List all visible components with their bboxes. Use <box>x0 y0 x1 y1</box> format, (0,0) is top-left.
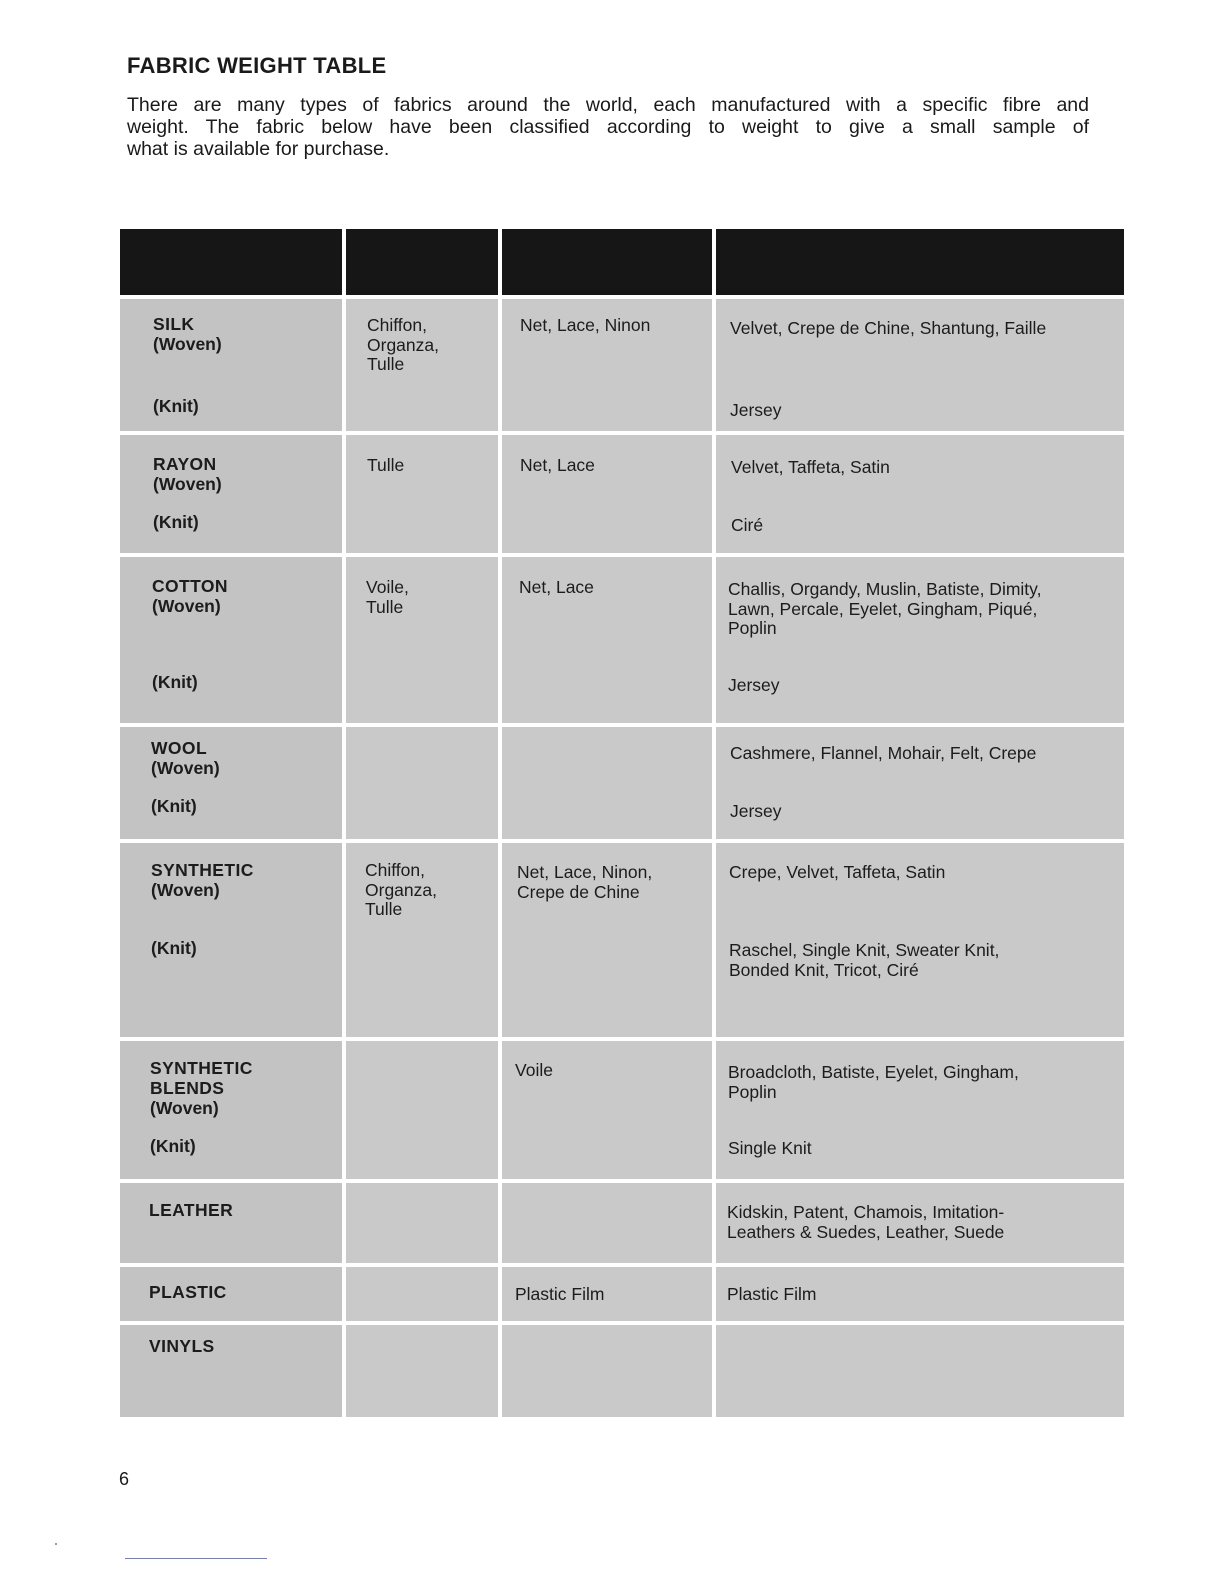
woven-label: (Woven) <box>152 596 221 616</box>
weight-cell-1 <box>346 1267 498 1321</box>
fibre-name: SYNTHETIC BLENDS <box>150 1058 253 1098</box>
weight-cell-2 <box>502 435 712 553</box>
header-cell-weight-2 <box>502 229 712 295</box>
fibre-name: COTTON <box>152 576 228 596</box>
fibre-cell <box>120 299 342 431</box>
table-row-silk <box>120 299 1124 435</box>
weight-cell-1 <box>346 727 498 839</box>
fabric-list: Tulle <box>367 455 405 475</box>
weight-cell-1 <box>346 1183 498 1263</box>
woven-label: (Woven) <box>151 758 220 778</box>
fabric-list: Net, Lace, Ninon <box>520 315 651 335</box>
knit-label: (Knit) <box>153 396 199 416</box>
fabric-list-knit: Raschel, Single Knit, Sweater Knit, Bonded Knit, Tricot, Ciré <box>729 940 1000 980</box>
fabric-list-woven: Velvet, Taffeta, Satin <box>731 457 890 477</box>
fibre-cell <box>120 435 342 553</box>
fabric-list: Voile, Tulle <box>366 577 409 617</box>
fibre-cell <box>120 557 342 723</box>
fibre-cell <box>120 727 342 839</box>
knit-label: (Knit) <box>151 796 197 816</box>
fibre-cell <box>120 1183 342 1263</box>
weight-cell-3 <box>716 727 1124 839</box>
weight-cell-3 <box>716 299 1124 431</box>
intro-line: There are many types of fabrics around the world, each manufactured with a specific fibre and <box>127 94 1089 116</box>
table-row-plastic <box>120 1267 1124 1325</box>
fibre-name: RAYON <box>153 454 217 474</box>
fibre-cell <box>120 1325 342 1417</box>
weight-cell-3 <box>716 1041 1124 1179</box>
woven-label: (Woven) <box>153 334 222 354</box>
knit-label: (Knit) <box>152 672 198 692</box>
footnote-rule <box>125 1558 267 1559</box>
fabric-list: Net, Lace, Ninon, Crepe de Chine <box>517 862 653 902</box>
weight-cell-2 <box>502 727 712 839</box>
fabric-list: Net, Lace <box>519 577 594 597</box>
woven-label: (Woven) <box>153 474 222 494</box>
fabric-list-woven: Cashmere, Flannel, Mohair, Felt, Crepe <box>730 743 1037 763</box>
fabric-list-knit: Single Knit <box>728 1138 812 1158</box>
fabric-list: Chiffon, Organza, Tulle <box>365 860 437 919</box>
header-cell-weight-1 <box>346 229 498 295</box>
weight-cell-2 <box>502 557 712 723</box>
page-number: 6 <box>119 1469 130 1489</box>
woven-label: (Woven) <box>151 880 220 900</box>
fibre-name: LEATHER <box>149 1200 234 1220</box>
knit-label: (Knit) <box>150 1136 196 1156</box>
woven-label: (Woven) <box>150 1098 219 1118</box>
scan-mark <box>55 1543 57 1545</box>
weight-cell-3 <box>716 843 1124 1037</box>
fabric-list-woven: Plastic Film <box>727 1284 817 1304</box>
weight-cell-2 <box>502 1267 712 1321</box>
fabric-list-knit: Ciré <box>731 515 764 535</box>
fabric-weight-table <box>120 229 1124 1421</box>
fibre-cell <box>120 1041 342 1179</box>
fibre-name: SYNTHETIC <box>151 860 254 880</box>
weight-cell-2 <box>502 1325 712 1417</box>
knit-label: (Knit) <box>151 938 197 958</box>
fibre-name: WOOL <box>151 738 208 758</box>
fabric-list: Voile <box>515 1060 553 1080</box>
page-title: FABRIC WEIGHT TABLE <box>127 53 387 78</box>
weight-cell-1 <box>346 435 498 553</box>
table-row-leather <box>120 1183 1124 1267</box>
weight-cell-2 <box>502 1183 712 1263</box>
table-row-rayon <box>120 435 1124 557</box>
intro-line: weight. The fabric below have been classified according to weight to give a small sample of <box>127 116 1089 138</box>
weight-cell-3 <box>716 1325 1124 1417</box>
fibre-cell <box>120 1267 342 1321</box>
table-row-synthetic <box>120 843 1124 1041</box>
fabric-list-knit: Jersey <box>730 801 782 821</box>
fibre-name: SILK <box>153 314 195 334</box>
table-row-synthetic-blends <box>120 1041 1124 1183</box>
fibre-name: PLASTIC <box>149 1282 227 1302</box>
weight-cell-1 <box>346 1041 498 1179</box>
weight-cell-2 <box>502 843 712 1037</box>
fabric-list-woven: Velvet, Crepe de Chine, Shantung, Faille <box>730 318 1047 338</box>
table-header-row <box>120 229 1124 299</box>
table-row-wool <box>120 727 1124 843</box>
weight-cell-1 <box>346 843 498 1037</box>
weight-cell-3 <box>716 557 1124 723</box>
fabric-list-woven: Crepe, Velvet, Taffeta, Satin <box>729 862 946 882</box>
intro-line: what is available for purchase. <box>127 138 390 160</box>
weight-cell-1 <box>346 557 498 723</box>
header-cell-fibre <box>120 229 342 295</box>
weight-cell-1 <box>346 299 498 431</box>
fabric-list-woven: Challis, Organdy, Muslin, Batiste, Dimity, Lawn, Percale, Eyelet, Gingham, Piqué, Poplin <box>728 579 1042 638</box>
fabric-list: Plastic Film <box>515 1284 605 1304</box>
knit-label: (Knit) <box>153 512 199 532</box>
fabric-list: Net, Lace <box>520 455 595 475</box>
fabric-list-knit: Jersey <box>728 675 780 695</box>
fabric-list-woven: Kidskin, Patent, Chamois, Imitation- Leathers & Suedes, Leather, Suede <box>727 1202 1005 1242</box>
weight-cell-3 <box>716 1183 1124 1263</box>
table-row-vinyls <box>120 1325 1124 1421</box>
fabric-list: Chiffon, Organza, Tulle <box>367 315 439 374</box>
weight-cell-3 <box>716 1267 1124 1321</box>
weight-cell-1 <box>346 1325 498 1417</box>
header-cell-weight-3 <box>716 229 1124 295</box>
fibre-name: VINYLS <box>149 1336 215 1356</box>
intro-paragraph <box>127 94 1089 160</box>
weight-cell-3 <box>716 435 1124 553</box>
weight-cell-2 <box>502 1041 712 1179</box>
fabric-list-knit: Jersey <box>730 400 782 420</box>
fibre-cell <box>120 843 342 1037</box>
fabric-list-woven: Broadcloth, Batiste, Eyelet, Gingham, Poplin <box>728 1062 1019 1102</box>
weight-cell-2 <box>502 299 712 431</box>
table-row-cotton <box>120 557 1124 727</box>
